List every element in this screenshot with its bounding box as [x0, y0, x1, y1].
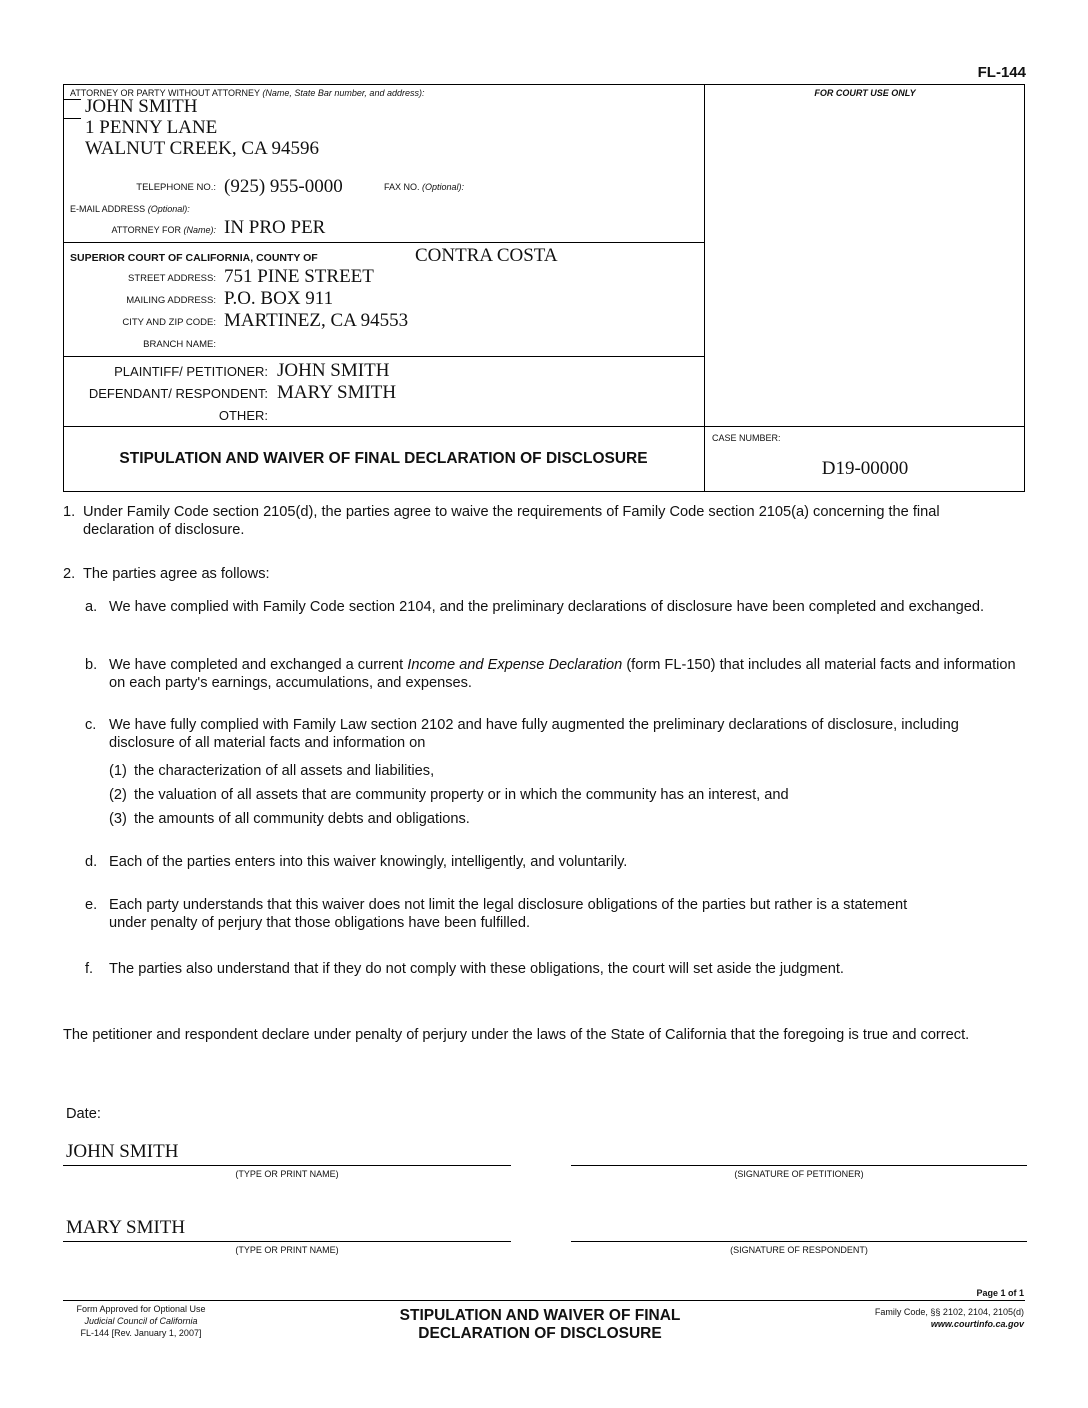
city-field[interactable]: MARTINEZ, CA 94553: [224, 310, 409, 331]
footer-approved-3: FL-144 [Rev. January 1, 2007]: [80, 1328, 202, 1338]
branch-label: BRANCH NAME:: [143, 339, 216, 350]
court-rule: [63, 356, 704, 357]
item-d-text: Each of the parties enters into this waiver knowingly, intelligently, and voluntarily.: [109, 854, 628, 870]
footer-code: Family Code, §§ 2102, 2104, 2105(d): [874, 1307, 1024, 1317]
attorney-rule: [63, 242, 704, 243]
respondent-name-line: [63, 1241, 511, 1242]
item-c1-number: (1): [109, 763, 127, 779]
footer-rule: [63, 1300, 1025, 1301]
footer-approved-1: Form Approved for Optional Use: [76, 1304, 206, 1314]
item-1-number: 1.: [63, 504, 76, 520]
street-label: STREET ADDRESS:: [128, 273, 216, 284]
petitioner-signature-line[interactable]: [571, 1165, 1027, 1166]
item-c2-text: the valuation of all assets that are community property or in which the community has an interest, and: [134, 787, 789, 803]
item-f-text: The parties also understand that if they do not comply with these obligations, the court will set aside the judgment.: [109, 961, 844, 977]
item-c3-text: the amounts of all community debts and obligations.: [134, 811, 470, 827]
item-c-text: We have fully complied with Family Law section 2102 and have fully augmented the preliminary declarations of disclosure, including disclosure of all material facts and information on: [109, 717, 959, 751]
attorney-name[interactable]: JOHN SMITH: [85, 96, 198, 117]
attorney-for-label: ATTORNEY FOR (Name):: [111, 225, 216, 235]
case-number-field[interactable]: D19-00000: [821, 458, 909, 479]
item-c3-number: (3): [109, 811, 127, 827]
item-b-letter: b.: [85, 657, 98, 673]
item-e-letter: e.: [85, 897, 98, 913]
item-a-text: We have complied with Family Code section 2104, and the preliminary declarations of disclosure have been completed and exchanged.: [109, 599, 985, 615]
petitioner-type-label: (TYPE OR PRINT NAME): [235, 1169, 339, 1179]
fax-label: FAX NO. (Optional):: [384, 182, 465, 192]
item-1-text: Under Family Code section 2105(d), the parties agree to waive the requirements of Family Code section 2105(a) concerning the final declaration of disclosure.: [83, 504, 940, 538]
item-b-text: We have completed and exchanged a current Income and Expense Declaration (form FL-150) that includes all material facts and information on each party's earnings, accumulations, and expenses.: [109, 657, 1016, 691]
email-label: E-MAIL ADDRESS (Optional):: [70, 204, 190, 214]
mailing-label: MAILING ADDRESS:: [126, 295, 216, 306]
court-use-label: FOR COURT USE ONLY: [814, 88, 916, 98]
petitioner-signature-label: (SIGNATURE OF PETITIONER): [734, 1169, 864, 1179]
county-field[interactable]: CONTRA COSTA: [415, 245, 558, 266]
plaintiff-label: PLAINTIFF/ PETITIONER:: [114, 364, 268, 379]
item-f-letter: f.: [85, 961, 94, 977]
case-number-label: CASE NUMBER:: [712, 433, 781, 443]
respondent-signature-line[interactable]: [571, 1241, 1027, 1242]
respondent-print-name[interactable]: MARY SMITH: [66, 1217, 186, 1238]
item-c1-text: the characterization of all assets and liabilities,: [134, 763, 435, 779]
footer-title-1: STIPULATION AND WAIVER OF FINAL: [399, 1307, 681, 1324]
item-d-letter: d.: [85, 854, 98, 870]
parties-rule: [63, 426, 1025, 427]
plaintiff-field[interactable]: JOHN SMITH: [277, 360, 390, 381]
petitioner-name-line: [63, 1165, 511, 1166]
defendant-field[interactable]: MARY SMITH: [277, 382, 397, 403]
respondent-type-label: (TYPE OR PRINT NAME): [235, 1245, 339, 1255]
form-title: STIPULATION AND WAIVER OF FINAL DECLARATION OF DISCLOSURE: [119, 450, 648, 467]
attorney-street[interactable]: 1 PENNY LANE: [85, 117, 218, 138]
declaration-text: The petitioner and respondent declare under penalty of perjury under the laws of the State of California that the foregoing is true and correct.: [63, 1027, 970, 1043]
page-number: Page 1 of 1: [976, 1288, 1024, 1298]
date-label: Date:: [66, 1106, 101, 1122]
respondent-signature-label: (SIGNATURE OF RESPONDENT): [730, 1245, 868, 1255]
form-id: FL-144: [977, 64, 1026, 81]
attorney-for-field[interactable]: IN PRO PER: [224, 217, 326, 238]
telephone-field[interactable]: (925) 955-0000: [224, 176, 343, 197]
other-label: OTHER:: [218, 408, 268, 423]
corner-mark: [63, 99, 81, 119]
mailing-field[interactable]: P.O. BOX 911: [224, 288, 334, 309]
item-e-text: Each party understands that this waiver does not limit the legal disclosure obligations of the parties but rather is a statement under penalty of perjury that those obligations have been fulfilled.: [109, 897, 908, 931]
street-field[interactable]: 751 PINE STREET: [224, 266, 374, 287]
attorney-label: ATTORNEY OR PARTY WITHOUT ATTORNEY (Name, State Bar number, and address):: [70, 88, 425, 98]
attorney-city[interactable]: WALNUT CREEK, CA 94596: [85, 138, 319, 159]
item-c2-number: (2): [109, 787, 127, 803]
footer-title-2: DECLARATION OF DISCLOSURE: [418, 1325, 662, 1342]
caption-divider: [704, 84, 705, 492]
defendant-label: DEFENDANT/ RESPONDENT:: [88, 386, 268, 401]
city-label: CITY AND ZIP CODE:: [122, 317, 216, 328]
item-2-number: 2.: [63, 566, 76, 582]
petitioner-print-name[interactable]: JOHN SMITH: [66, 1141, 179, 1162]
telephone-label: TELEPHONE NO.:: [136, 182, 216, 193]
court-label: SUPERIOR COURT OF CALIFORNIA, COUNTY OF: [70, 252, 318, 264]
item-a-letter: a.: [85, 599, 98, 615]
item-2-text: The parties agree as follows:: [83, 566, 270, 582]
footer-approved-2: Judicial Council of California: [84, 1316, 198, 1326]
item-c-letter: c.: [85, 717, 97, 733]
footer-url[interactable]: www.courtinfo.ca.gov: [930, 1319, 1024, 1329]
